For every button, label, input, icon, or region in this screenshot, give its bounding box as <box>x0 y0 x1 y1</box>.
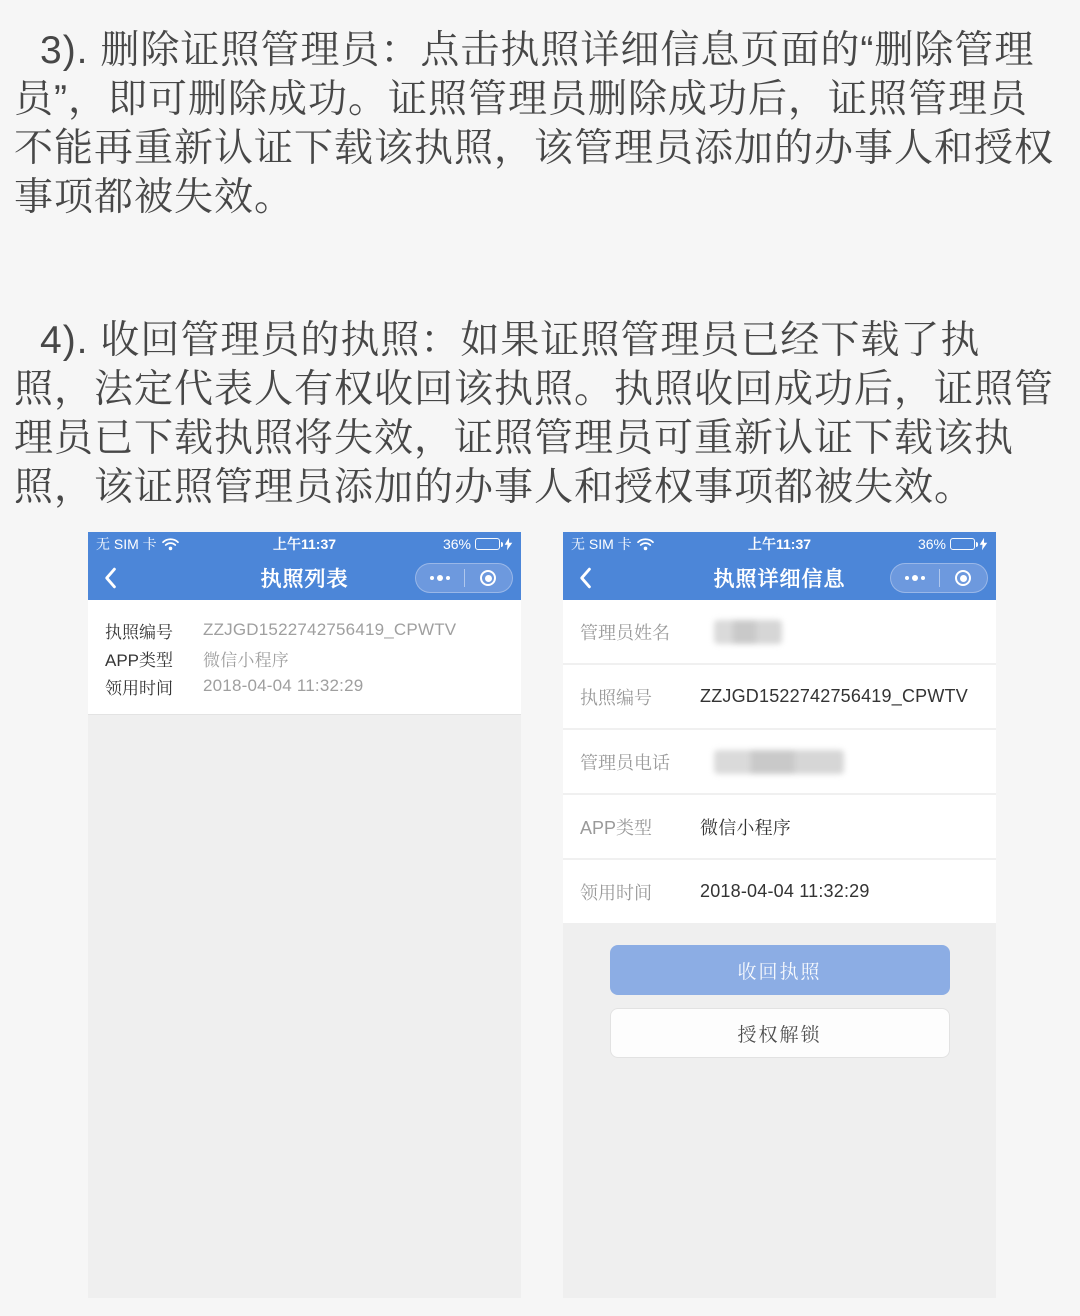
claim-time-row <box>563 860 996 923</box>
row-value: 2018-04-04 11:32:29 <box>700 881 870 901</box>
row-label: APP类型 <box>105 650 174 670</box>
miniprogram-capsule <box>415 563 513 593</box>
license-number-row <box>105 616 504 644</box>
claim-time-row <box>105 672 504 700</box>
charging-bolt-icon <box>504 537 513 551</box>
row-label: APP类型 <box>580 817 653 838</box>
wifi-icon <box>162 538 179 551</box>
redacted-admin-name <box>714 620 782 644</box>
miniprogram-capsule <box>890 563 988 593</box>
license-number-row <box>563 665 996 728</box>
action-area <box>563 923 996 1058</box>
clock-label: 上午11:37 <box>747 536 812 552</box>
row-label: 管理员电话 <box>580 752 670 773</box>
more-icon[interactable] <box>891 564 939 592</box>
battery-icon <box>950 538 975 550</box>
clock-label: 上午11:37 <box>272 536 337 552</box>
row-value: ZZJGD1522742756419_CPWTV <box>700 686 968 706</box>
status-bar <box>563 532 996 556</box>
carrier-label: 无 SIM 卡 <box>96 536 157 552</box>
app-type-row <box>105 644 504 672</box>
back-icon[interactable] <box>102 567 118 589</box>
carrier-label: 无 SIM 卡 <box>571 536 632 552</box>
app-type-row <box>563 795 996 858</box>
exit-icon[interactable] <box>940 564 988 592</box>
row-value: 微信小程序 <box>700 817 791 838</box>
row-value: 微信小程序 <box>203 650 289 670</box>
recall-license-button[interactable]: 收回执照 <box>610 945 950 995</box>
row-label: 管理员姓名 <box>580 622 670 643</box>
status-bar <box>88 532 521 556</box>
battery-percent-label: 36% <box>917 536 947 552</box>
row-label: 领用时间 <box>580 882 652 903</box>
license-list-item[interactable] <box>88 600 521 715</box>
page-title: 执照详细信息 <box>713 568 846 591</box>
wifi-icon <box>637 538 654 551</box>
battery-icon <box>475 538 500 550</box>
authorize-unlock-button[interactable]: 授权解锁 <box>610 1008 950 1058</box>
more-icon[interactable] <box>416 564 464 592</box>
redacted-admin-phone <box>714 750 844 774</box>
admin-phone-row <box>563 730 996 793</box>
nav-bar <box>88 556 521 600</box>
nav-bar <box>563 556 996 600</box>
row-label: 执照编号 <box>105 622 173 642</box>
charging-bolt-icon <box>979 537 988 551</box>
row-value: 2018-04-04 11:32:29 <box>203 676 364 695</box>
row-value: ZZJGD1522742756419_CPWTV <box>203 620 457 639</box>
row-label: 领用时间 <box>105 678 173 698</box>
screenshot-license-detail <box>563 532 996 1298</box>
exit-icon[interactable] <box>465 564 513 592</box>
back-icon[interactable] <box>577 567 593 589</box>
detail-list <box>563 600 996 923</box>
screenshot-license-list <box>88 532 521 1298</box>
battery-percent-label: 36% <box>442 536 472 552</box>
paragraph-recall-license: 4). 收回管理员的执照：如果证照管理员已经下载了执照，法定代表人有权收回该执照。执照收回成功后，证照管理员已下载执照将失效，证照管理员可重新认证下载该执照，该证照管理员添加的办事人和授权事项都被失效。 <box>14 319 1055 509</box>
page-title: 执照列表 <box>260 568 349 591</box>
row-label: 执照编号 <box>580 687 652 708</box>
admin-name-row <box>563 600 996 663</box>
paragraph-delete-admin: 3). 删除证照管理员：点击执照详细信息页面的“删除管理员”，即可删除成功。证照管理员删除成功后，证照管理员不能再重新认证下载该执照，该管理员添加的办事人和授权事项都被失效。 <box>14 29 1055 219</box>
